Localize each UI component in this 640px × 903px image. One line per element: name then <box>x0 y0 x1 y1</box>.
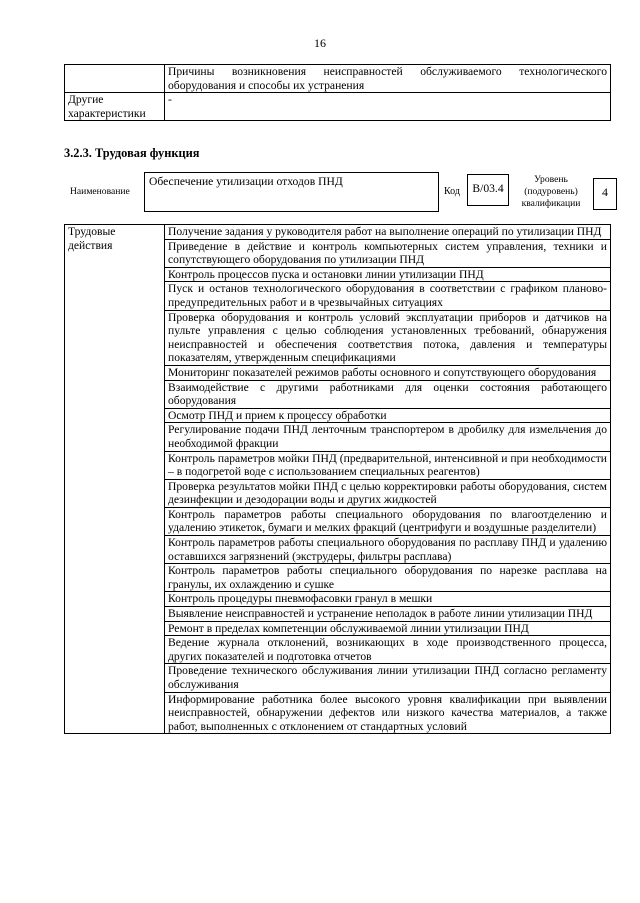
action-item: Проведение технического обслуживания линии утилизации ПНД согласно регламенту обслуживания <box>165 664 611 692</box>
actions-body <box>65 225 611 734</box>
action-item: Приведение в действие и контроль компьютерных систем управления, техники и сопутствующего оборудования по утилизации ПНД <box>165 239 611 267</box>
action-item: Пуск и останов технологического оборудования в соответствии с графиком планово-предупредительных работ и в чрезвычайных ситуациях <box>165 282 611 310</box>
name-box <box>144 172 439 212</box>
action-item: Получение задания у руководителя работ на выполнение операций по утилизации ПНД <box>165 225 611 240</box>
level-label: Уровень (подуровень) квалификации <box>521 174 581 209</box>
table-row <box>65 93 611 121</box>
action-item: Проверка результатов мойки ПНД с целью корректировки работы оборудования, систем дезинфекции и дезодорации воды и других жидкостей <box>165 479 611 507</box>
code-box <box>467 174 509 206</box>
action-item: Ведение журнала отклонений, возникающих в ходе производственного процесса, других показателей и подготовка отчетов <box>165 636 611 664</box>
action-item: Информирование работника более высокого уровня квалификации при выявлении неисправностей, обнаружении дефектов или низкого качества материалов, а также работ, выполненных с отклонением от стандартных условий <box>165 692 611 734</box>
action-item: Взаимодействие с другими работниками для оценки состояния работающего оборудования <box>165 380 611 408</box>
other-characteristics-value: - <box>165 93 611 121</box>
name-label: Наименование <box>70 186 130 197</box>
table-row <box>65 65 611 93</box>
level-box <box>593 178 617 210</box>
level-value: 4 <box>602 185 608 199</box>
action-item: Контроль параметров работы специального оборудования по расплаву ПНД и удалению оставшихся загрязнений (экструдеры, фильтры расплава) <box>165 536 611 564</box>
action-item: Осмотр ПНД и прием к процессу обработки <box>165 408 611 423</box>
page-number: 16 <box>314 36 326 50</box>
code-label: Код <box>444 186 460 197</box>
action-item: Контроль параметров работы специального оборудования по нарезке расплава на гранулы, их охлаждению и сушке <box>165 564 611 592</box>
knowledge-item: Причины возникновения неисправностей обслуживаемого технологического оборудования и способы их устранения <box>165 65 611 93</box>
action-item: Проверка оборудования и контроль условий эксплуатации приборов и датчиков на пульте управления с целью соблюдения установленных требований, обнаружения неисправностей и обеспечения соответствия потока, давления и температуры показателям, утвержденным спецификациями <box>165 310 611 365</box>
code-value: B/03.4 <box>472 182 504 195</box>
table-row <box>65 225 611 240</box>
name-value: Обеспечение утилизации отходов ПНД <box>149 175 343 188</box>
action-item: Мониторинг показателей режимов работы основного и сопутствующего оборудования <box>165 365 611 380</box>
knowledge-table-continuation <box>64 64 611 121</box>
action-item: Ремонт в пределах компетенции обслуживаемой линии утилизации ПНД <box>165 621 611 636</box>
action-item: Контроль параметров мойки ПНД (предварительной, интенсивной и при необходимости – в подогретой воде с использованием специальных реагентов) <box>165 451 611 479</box>
action-item: Контроль процедуры пневмофасовки гранул в мешки <box>165 592 611 607</box>
labor-actions-table <box>64 224 611 734</box>
actions-label: Трудовые действия <box>65 225 165 734</box>
empty-label-cell <box>65 65 165 93</box>
function-header <box>64 172 624 212</box>
action-item: Контроль параметров работы специального оборудования по влагоотделению и удалению этикеток, бумаги и мелких фракций (центрифуги и воздушные разделители) <box>165 507 611 535</box>
action-item: Контроль процессов пуска и остановки линии утилизации ПНД <box>165 267 611 282</box>
section-title: 3.2.3. Трудовая функция <box>64 146 200 160</box>
action-item: Выявление неисправностей и устранение неполадок в работе линии утилизации ПНД <box>165 607 611 622</box>
action-item: Регулирование подачи ПНД ленточным транспортером в дробилку для измельчения до необходимой фракции <box>165 423 611 451</box>
other-characteristics-label: Другие характеристики <box>65 93 165 121</box>
